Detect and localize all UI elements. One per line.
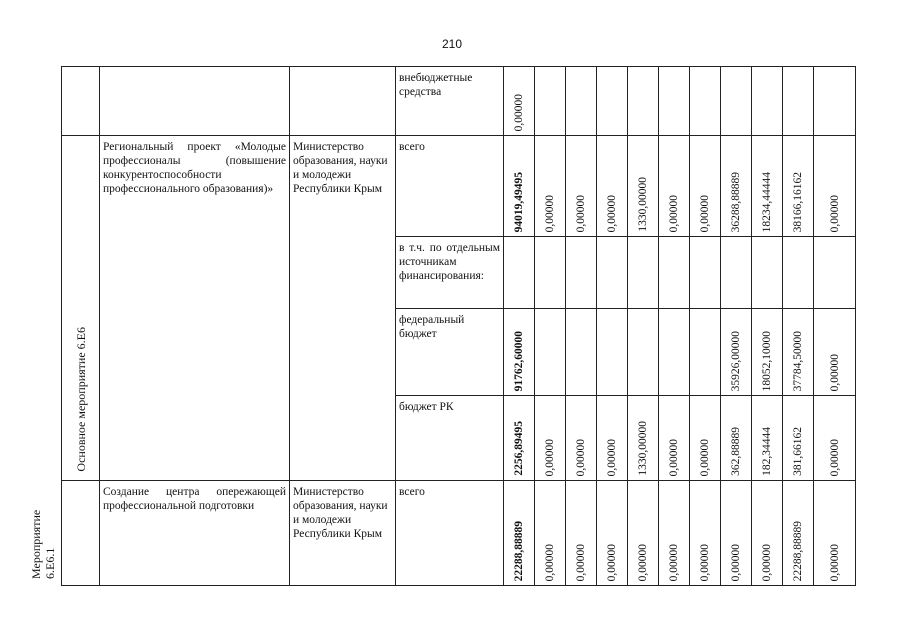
source-cell: всего: [396, 481, 504, 586]
value-cell: [628, 237, 659, 309]
executor-name: Министерство образования, науки и молодежи Республики Крым: [293, 141, 388, 195]
value-cell: [597, 237, 628, 309]
value-cell: 0,00000: [752, 481, 783, 586]
value-cell: 38166,16162: [783, 136, 814, 237]
value-cell: [659, 309, 690, 396]
value-cell: 0,00000: [814, 481, 856, 586]
value-cell: 0,00000: [659, 481, 690, 586]
value-cell: [721, 67, 752, 136]
value-cell: [628, 67, 659, 136]
value-cell: 0,00000: [814, 309, 856, 396]
total-cell: 2256,89495: [504, 396, 535, 481]
value-cell: [659, 67, 690, 136]
value-cell: 22288,88889: [783, 481, 814, 586]
value-cell: 0,00000: [566, 481, 597, 586]
source-cell: внебюджетные средства: [396, 67, 504, 136]
measure-label-cell: [28, 481, 100, 586]
total-cell: 94019,49495: [504, 136, 535, 237]
measure-label-cell: [62, 136, 100, 481]
measure-label: Мероприятие 6.Е6.1: [28, 509, 57, 579]
total-cell: 0,00000: [504, 67, 535, 136]
value-cell: 0,00000: [659, 396, 690, 481]
value-cell: 0,00000: [597, 396, 628, 481]
value-cell: 37784,50000: [783, 309, 814, 396]
source-cell: в т.ч. по отдельным источникам финансирования:: [396, 237, 504, 309]
value-cell: 182,34444: [752, 396, 783, 481]
value-cell: [566, 67, 597, 136]
value-cell: 0,00000: [814, 396, 856, 481]
value-cell: 18052,10000: [752, 309, 783, 396]
value-cell: [690, 237, 721, 309]
value-cell: 0,00000: [690, 136, 721, 237]
table-row: [62, 136, 856, 237]
value-cell: [814, 67, 856, 136]
value-cell: [721, 237, 752, 309]
label-cell: [62, 67, 100, 136]
value-cell: 35926,00000: [721, 309, 752, 396]
measure-label: Основное мероприятие 6.Е6: [73, 327, 88, 472]
executor-cell: [290, 136, 396, 481]
value-cell: 18234,44444: [752, 136, 783, 237]
value-cell: [752, 67, 783, 136]
value-cell: [566, 237, 597, 309]
page-number: 210: [441, 37, 463, 51]
executor-cell: [290, 67, 396, 136]
value-cell: 0,00000: [566, 136, 597, 237]
value-cell: [566, 309, 597, 396]
value-cell: 0,00000: [814, 136, 856, 237]
value-cell: 0,00000: [535, 136, 566, 237]
value-cell: 0,00000: [535, 396, 566, 481]
value-cell: 381,66162: [783, 396, 814, 481]
source-cell: всего: [396, 136, 504, 237]
value-cell: [535, 237, 566, 309]
value-cell: 1330,00000: [628, 396, 659, 481]
value-cell: [535, 309, 566, 396]
value-cell: [690, 67, 721, 136]
value-cell: 0,00000: [690, 396, 721, 481]
total-cell: 22288,88889: [504, 481, 535, 586]
value-cell: [659, 237, 690, 309]
value-cell: 0,00000: [597, 481, 628, 586]
value-cell: [783, 67, 814, 136]
value-cell: 0,00000: [535, 481, 566, 586]
table-row: [62, 67, 856, 136]
table-row: [62, 481, 856, 586]
value-cell: [597, 309, 628, 396]
project-name: Создание центра опережающей профессиональной подготовки: [103, 486, 286, 512]
total-cell: 91762,60000: [504, 309, 535, 396]
source-cell: бюджет РК: [396, 396, 504, 481]
value-cell: 362,88889: [721, 396, 752, 481]
value-cell: 0,00000: [597, 136, 628, 237]
financing-table: [28, 66, 856, 586]
source-cell: федеральный бюджет: [396, 309, 504, 396]
project-name: Региональный проект «Молодые профессионалы (повышение конкурентоспособности профессионального образования)»: [103, 141, 286, 195]
value-cell: [597, 67, 628, 136]
value-cell: 0,00000: [659, 136, 690, 237]
executor-name: Министерство образования, науки и молодежи Республики Крым: [293, 486, 388, 540]
value-cell: 0,00000: [690, 481, 721, 586]
value-cell: [690, 309, 721, 396]
name-cell: [100, 67, 290, 136]
value-cell: 0,00000: [566, 396, 597, 481]
value-cell: [814, 237, 856, 309]
value-cell: [783, 237, 814, 309]
value-cell: [535, 67, 566, 136]
value-cell: [752, 237, 783, 309]
value-cell: 0,00000: [628, 481, 659, 586]
total-cell: [504, 237, 535, 309]
project-name-cell: [100, 136, 290, 481]
value-cell: 0,00000: [721, 481, 752, 586]
executor-cell: [290, 481, 396, 586]
value-cell: [628, 309, 659, 396]
value-cell: 1330,00000: [628, 136, 659, 237]
value-cell: 36288,88889: [721, 136, 752, 237]
